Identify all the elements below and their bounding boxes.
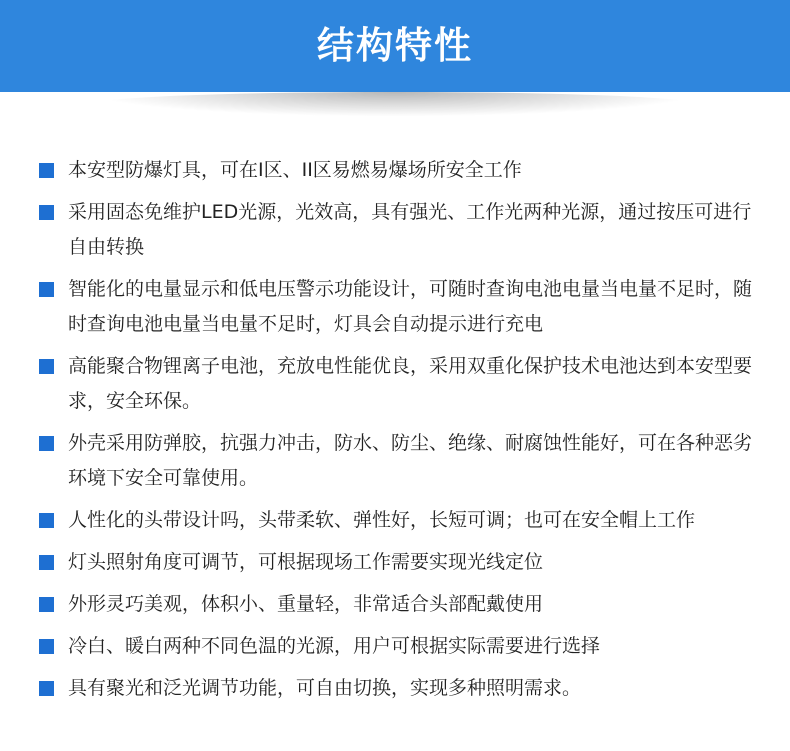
feature-text: 智能化的电量显示和低电压警示功能设计，可随时查询电池电量当电量不足时，随时查询电池电量当电量不足时，灯具会自动提示进行充电 (68, 278, 753, 335)
feature-text: 高能聚合物锂离子电池，充放电性能优良，采用双重化保护技术电池达到本安型要求，安全环保。 (68, 355, 753, 412)
square-bullet-icon (39, 163, 54, 178)
feature-item (0, 545, 790, 580)
feature-item (0, 349, 790, 419)
banner-shadow (95, 92, 695, 116)
feature-item (0, 629, 790, 664)
feature-text: 具有聚光和泛光调节功能，可自由切换，实现多种照明需求。 (68, 677, 582, 699)
square-bullet-icon (39, 205, 54, 220)
feature-text: 外壳采用防弹胶，抗强力冲击，防水、防尘、绝缘、耐腐蚀性能好，可在各种恶劣环境下安全可靠使用。 (68, 432, 753, 489)
feature-item (0, 671, 790, 706)
feature-item (0, 426, 790, 496)
feature-text: 采用固态免维护LED光源，光效高，具有强光、工作光两种光源，通过按压可进行自由转换 (68, 201, 752, 258)
feature-text: 灯头照射角度可调节，可根据现场工作需要实现光线定位 (68, 551, 544, 573)
square-bullet-icon (39, 555, 54, 570)
section-title: 结构特性 (317, 24, 473, 67)
feature-item (0, 503, 790, 538)
feature-text: 外形灵巧美观，体积小、重量轻，非常适合头部配戴使用 (68, 593, 544, 615)
square-bullet-icon (39, 597, 54, 612)
square-bullet-icon (39, 359, 54, 374)
feature-item (0, 153, 790, 188)
square-bullet-icon (39, 513, 54, 528)
feature-item (0, 195, 790, 265)
feature-text: 冷白、暖白两种不同色温的光源，用户可根据实际需要进行选择 (68, 635, 601, 657)
square-bullet-icon (39, 282, 54, 297)
feature-text: 人性化的头带设计吗，头带柔软、弹性好，长短可调；也可在安全帽上工作 (68, 509, 696, 531)
square-bullet-icon (39, 436, 54, 451)
feature-item (0, 587, 790, 622)
feature-list (0, 153, 790, 713)
feature-item (0, 272, 790, 342)
square-bullet-icon (39, 681, 54, 696)
feature-text: 本安型防爆灯具，可在I区、II区易燃易爆场所安全工作 (68, 159, 522, 181)
square-bullet-icon (39, 639, 54, 654)
